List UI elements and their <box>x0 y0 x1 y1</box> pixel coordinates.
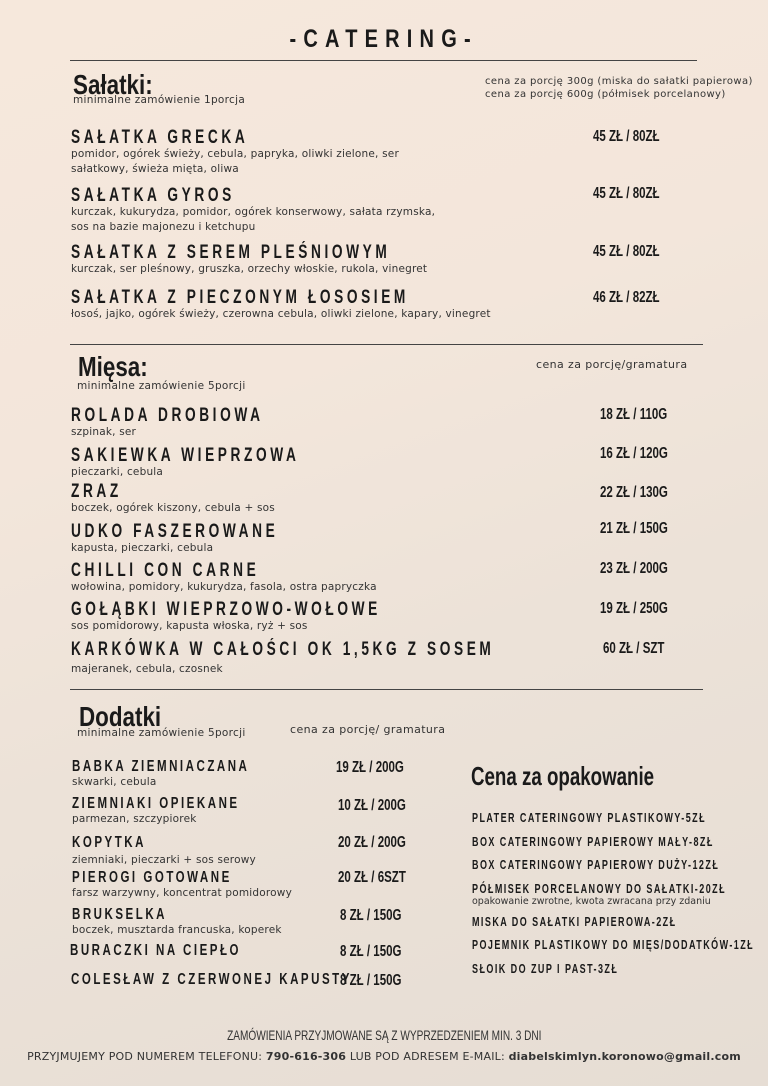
menu-item <box>71 446 388 480</box>
item-desc: sałatkowy, świeża mięta, oliwa <box>71 163 239 175</box>
menu-item <box>71 561 377 595</box>
item-desc: kurczak, kukurydza, pomidor, ogórek konserwowy, sałata rzymska, <box>71 206 436 218</box>
item-name: CHILLI CON CARNE <box>71 560 260 581</box>
item-desc: farsz warzywny, koncentrat pomidorowy <box>72 887 292 899</box>
item-name: COLESŁAW Z CZERWONEJ KAPUSTY <box>71 971 352 988</box>
contact-line <box>0 1050 768 1063</box>
salads-price-note-1: cena za porcję 300g (miska do sałatki papierowa) <box>485 76 753 87</box>
menu-item <box>71 482 275 516</box>
item-name: PIEROGI GOTOWANE <box>72 869 232 886</box>
meats-min-order: minimalne zamówienie 5porcji <box>77 380 246 392</box>
item-price: 45 ZŁ / 80ZŁ <box>593 243 660 260</box>
section-heading-salads: Sałatki: <box>73 69 153 100</box>
item-desc: boczek, musztarda francuska, koperek <box>72 924 282 936</box>
item-price: 8 ZŁ / 150G <box>340 907 402 924</box>
item-name: KARKÓWKA W CAŁOŚCI OK 1,5KG Z SOSEM <box>71 639 495 660</box>
item-price: 20 ZŁ / 200G <box>338 834 406 851</box>
item-name: BRUKSELKA <box>72 906 168 923</box>
divider <box>70 689 703 690</box>
contact-mid: LUB POD ADRESEM E-MAIL: <box>349 1050 505 1063</box>
menu-item <box>71 288 540 322</box>
email-link[interactable]: diabelskimlyn.koronowo@gmail.com <box>508 1050 741 1063</box>
item-price: 18 ZŁ / 110G <box>600 406 668 423</box>
menu-item <box>72 834 256 868</box>
item-desc: kurczak, ser pleśnowy, gruszka, orzechy włoskie, rukola, vinegret <box>71 263 428 275</box>
menu-item <box>70 942 308 959</box>
item-price: 45 ZŁ / 80ZŁ <box>593 128 660 145</box>
item-name: BURACZKI NA CIEPŁO <box>70 942 242 959</box>
item-price: 21 ZŁ / 150G <box>600 520 668 537</box>
packaging-item: PÓŁMISEK PORCELANOWY DO SAŁATKI-20ZŁ <box>472 882 727 896</box>
sides-price-note: cena za porcję/ gramatura <box>290 723 446 736</box>
item-desc: wołowina, pomidory, kukurydza, fasola, ostra papryczka <box>71 581 377 593</box>
menu-item <box>72 906 282 938</box>
item-desc: łosoś, jajko, ogórek świeży, czerowna cebula, oliwki zielone, kapary, vinegret <box>71 308 491 320</box>
item-price: 16 ZŁ / 120G <box>600 445 668 462</box>
menu-item <box>71 640 659 677</box>
meats-price-note: cena za porcję/gramatura <box>536 358 688 371</box>
section-heading-meats: Mięsa: <box>78 351 148 382</box>
item-price: 19 ZŁ / 200G <box>336 759 404 776</box>
item-price: 20 ZŁ / 6SZT <box>338 869 406 886</box>
item-desc: kapusta, pieczarki, cebula <box>71 542 214 554</box>
item-price: 8 ZŁ / 150G <box>340 972 402 989</box>
item-price: 23 ZŁ / 200G <box>600 560 668 577</box>
packaging-item: PLATER CATERINGOWY PLASTIKOWY-5ZŁ <box>472 811 707 825</box>
divider <box>70 344 703 345</box>
salads-price-note-2: cena za porcję 600g (półmisek porcelanowy) <box>485 89 726 100</box>
item-price: 19 ZŁ / 250G <box>600 600 668 617</box>
menu-item <box>72 795 305 827</box>
order-notice: ZAMÓWIENIA PRZYJMOWANE SĄ Z WYPRZEDZENIEM MIN. 3 DNI <box>226 1027 542 1043</box>
item-name: SAŁATKA Z SEREM PLEŚNIOWYM <box>71 242 391 263</box>
item-name: BABKA ZIEMNIACZANA <box>72 758 250 775</box>
contact-prefix: PRZYJMUJEMY POD NUMEREM TELEFONU: <box>27 1050 263 1063</box>
phone-number[interactable]: 790-616-306 <box>265 1050 347 1063</box>
menu-item <box>71 406 338 440</box>
item-desc: ziemniaki, pieczarki + sos serowy <box>72 854 256 866</box>
page-title: -CATERING- <box>289 25 479 53</box>
item-name: SAŁATKA Z PIECZONYM ŁOSOSIEM <box>71 287 409 308</box>
menu-item <box>71 186 435 235</box>
menu-item <box>71 128 399 177</box>
item-desc: pomidor, ogórek świeży, cebula, papryka, oliwki zielone, ser <box>71 148 399 160</box>
salads-min-order: minimalne zamówienie 1porcja <box>73 94 246 106</box>
menu-item <box>71 522 359 556</box>
packaging-item: MISKA DO SAŁATKI PAPIEROWA-2ZŁ <box>472 915 677 929</box>
item-desc: boczek, ogórek kiszony, cebula + sos <box>71 502 275 514</box>
packaging-note: opakowanie zwrotne, kwota zwracana przy zdaniu <box>472 896 711 907</box>
item-price: 10 ZŁ / 200G <box>338 797 406 814</box>
item-desc: parmezan, szczypiorek <box>72 813 197 825</box>
packaging-item: BOX CATERINGOWY PAPIEROWY MAŁY-8ZŁ <box>472 835 714 849</box>
item-name: UDKO FASZEROWANE <box>71 521 279 542</box>
packaging-item: BOX CATERINGOWY PAPIEROWY DUŻY-12ZŁ <box>472 858 720 872</box>
item-price: 8 ZŁ / 150G <box>340 943 402 960</box>
item-name: ROLADA DROBIOWA <box>71 405 264 426</box>
menu-item <box>72 869 294 901</box>
menu-item <box>72 758 318 790</box>
packaging-item: SŁOIK DO ZUP I PAST-3ZŁ <box>472 962 619 976</box>
divider <box>70 60 697 61</box>
item-desc: pieczarki, cebula <box>71 466 164 478</box>
item-desc: majeranek, cebula, czosnek <box>71 663 223 675</box>
packaging-heading: Cena za opakowanie <box>471 761 655 791</box>
item-name: SAŁATKA GYROS <box>71 185 235 206</box>
item-name: SAKIEWKA WIEPRZOWA <box>71 445 300 466</box>
item-desc: sos na bazie majonezu i ketchupu <box>71 221 256 233</box>
sides-min-order: minimalne zamówienie 5porcji <box>77 727 246 739</box>
menu-item <box>71 600 501 634</box>
item-price: 46 ZŁ / 82ZŁ <box>593 289 660 306</box>
item-desc: skwarki, cebula <box>72 776 157 788</box>
item-price: 22 ZŁ / 130G <box>600 484 668 501</box>
item-name: ZIEMNIAKI OPIEKANE <box>72 795 240 812</box>
item-name: SAŁATKA GRECKA <box>71 127 249 148</box>
section-heading-sides: Dodatki <box>79 701 162 732</box>
menu-item <box>71 243 515 277</box>
item-desc: szpinak, ser <box>71 426 137 438</box>
item-name: GOŁĄBKI WIEPRZOWO-WOŁOWE <box>71 599 381 620</box>
item-price: 45 ZŁ / 80ZŁ <box>593 185 660 202</box>
packaging-item: POJEMNIK PLASTIKOWY DO MIĘS/DODATKÓW-1ZŁ <box>472 938 755 952</box>
item-name: ZRAZ <box>71 481 122 502</box>
item-price: 60 ZŁ / SZT <box>603 640 665 657</box>
item-desc: sos pomidorowy, kapusta włoska, ryż + sos <box>71 620 308 632</box>
item-name: KOPYTKA <box>72 834 146 851</box>
